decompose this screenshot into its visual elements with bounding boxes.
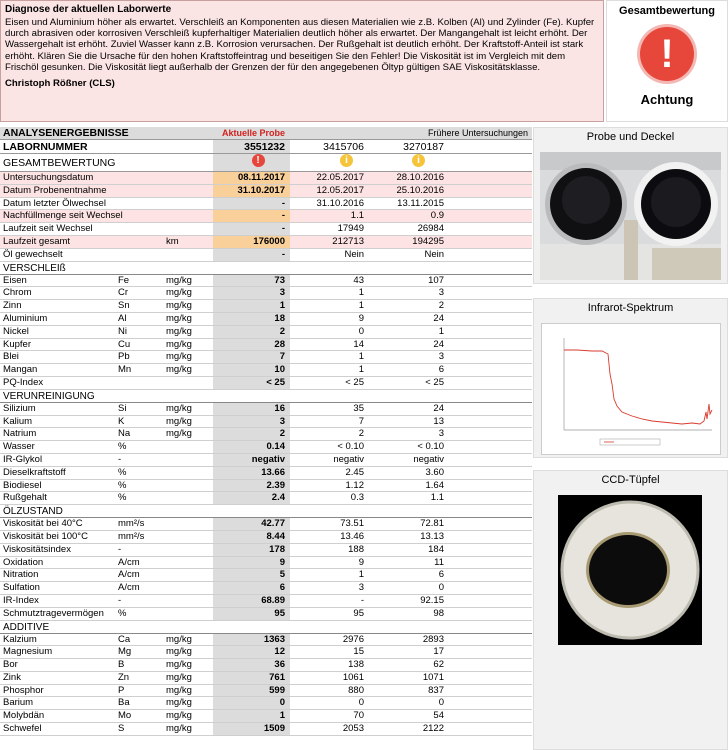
current-value: 2.39 [266,479,285,491]
table-row [0,634,532,647]
row-symbol: % [118,441,127,453]
current-value: 2 [279,325,285,337]
row-unit: mg/kg [166,428,192,440]
previous-value-2: Nein [424,248,444,260]
sample-photo [540,152,721,280]
row-symbol: - [118,453,122,465]
row-symbol: % [118,607,127,619]
table-row [0,198,532,211]
info-icon: i [412,154,425,167]
previous-value-2: 3 [438,287,444,299]
row-label: Viskositätsindex [3,543,71,555]
table-row [0,300,532,313]
row-label: IR-Glykol [3,453,43,465]
table-row [0,172,532,185]
row-label: PQ-Index [3,376,44,388]
row-label: Aluminium [3,312,48,324]
previous-value-2: 6 [438,364,444,376]
alert-icon: ! [640,27,694,81]
row-unit: mg/kg [166,684,192,696]
table-row [0,531,532,544]
overall-rating-row [0,154,532,172]
table-row [0,672,532,685]
section-title: ADDITIVE [3,621,50,633]
current-value: - [281,197,285,209]
previous-value-2: 837 [428,684,444,696]
current-value: negativ [251,453,285,465]
previous-value-2: 24 [433,312,444,324]
ccd-spot-image [558,495,702,645]
previous-value-1: 70 [353,710,364,722]
row-symbol: Ba [118,697,130,709]
row-symbol: - [118,594,122,606]
previous-value-2: < 0.10 [417,441,444,453]
row-symbol: Cr [118,287,129,299]
row-symbol: B [118,659,125,671]
previous-value-1: 73.51 [340,518,364,530]
row-label: Barium [3,697,34,709]
row-unit: mg/kg [166,659,192,671]
section-title: VERUNREINIGUNG [3,390,95,402]
current-value: 178 [269,543,285,555]
row-symbol: % [118,466,127,478]
current-value: 28 [274,338,285,350]
row-symbol: Fe [118,274,130,286]
info-icon: i [340,154,353,167]
table-row [0,646,532,659]
row-label: Natrium [3,428,37,440]
row-symbol: A/cm [118,569,140,581]
current-value: 5 [279,569,285,581]
previous-value-2: 92.15 [420,594,444,606]
row-symbol: A/cm [118,556,140,568]
previous-value-2: 107 [428,274,444,286]
previous-value-1: 1 [358,569,364,581]
current-value: 761 [269,671,285,683]
section-header [0,390,532,403]
previous-value-1: 2053 [342,723,364,735]
table-row [0,557,532,570]
previous-value-2: 6 [438,569,444,581]
table-row [0,326,532,339]
table-header [0,127,532,140]
table-row [0,223,532,236]
previous-value-1: negativ [333,453,364,465]
previous-value-1: 15 [353,646,364,658]
row-symbol: P [118,684,125,696]
row-label: Schmutztragevermögen [3,607,104,619]
row-unit: mg/kg [166,646,192,658]
ccd-panel-title: CCD-Tüpfel [601,474,660,486]
overall-rating-status: Achtung [640,92,694,107]
previous-value-1: 17949 [337,223,364,235]
sample-panel [533,127,728,284]
previous-value-1: 0 [358,697,364,709]
current-value: 0 [279,697,285,709]
previous-value-2: 54 [433,710,444,722]
previous-value-1: 2 [358,428,364,440]
row-label: Phosphor [3,684,44,696]
previous-value-2: 17 [433,646,444,658]
table-row [0,723,532,736]
row-label: Schwefel [3,723,42,735]
table-row [0,518,532,531]
current-value: - [281,210,285,222]
previous-value-1: 1 [358,364,364,376]
row-label: Wasser [3,441,35,453]
previous-value-1: 1061 [342,671,364,683]
row-symbol: Ca [118,633,131,645]
row-symbol: Pb [118,351,130,363]
current-value: 1 [279,710,285,722]
row-unit: mg/kg [166,274,192,286]
results-table [0,127,532,736]
ccd-panel [533,470,728,750]
row-unit: mg/kg [166,325,192,337]
previous-value-1: 0 [358,325,364,337]
previous-value-2: 0 [438,697,444,709]
row-label: Datum letzter Ölwechsel [3,197,106,209]
row-unit: mg/kg [166,723,192,735]
table-row [0,595,532,608]
previous-value-1: 1.1 [350,210,364,222]
row-label: Untersuchungsdatum [3,172,94,183]
table-row [0,697,532,710]
table-row [0,492,532,505]
infrared-panel-title: Infrarot-Spektrum [587,302,674,314]
previous-value-1: 35 [353,402,364,414]
current-value: 08.11.2017 [237,172,285,183]
row-unit: mg/kg [166,300,192,312]
table-row [0,416,532,429]
current-value: 7 [279,351,285,363]
table-row [0,275,532,288]
row-label: Laufzeit gesamt [3,235,71,247]
row-label: Biodiesel [3,479,42,491]
previous-value-2: 184 [428,543,444,555]
current-value: 68.89 [261,594,285,606]
row-label: Kalzium [3,633,37,645]
current-value: 3 [279,415,285,427]
previous-value-2: 3 [438,428,444,440]
row-label: Sulfation [3,582,40,594]
previous-value-1: 43 [353,274,364,286]
table-row [0,377,532,390]
row-unit: mg/kg [166,710,192,722]
row-unit: mg/kg [166,697,192,709]
current-value: 16 [274,402,285,414]
infrared-panel [533,298,728,458]
row-unit: mg/kg [166,287,192,299]
previous-value-1: 9 [358,556,364,568]
current-value: 8.44 [266,530,285,542]
row-symbol: K [118,415,125,427]
previous-value-2: 11 [434,556,444,568]
table-row [0,710,532,723]
row-symbol: - [118,543,122,555]
section-header [0,505,532,518]
current-value: < 25 [266,376,285,388]
previous-tests-label: Frühere Untersuchungen [427,128,528,138]
row-symbol: Ni [118,325,127,337]
current-value: 3 [279,287,285,299]
previous-value-1: 0.3 [350,492,364,504]
table-row [0,467,532,480]
previous-value-2: 0.9 [430,210,444,222]
infrared-spectrum-image [541,323,721,455]
previous-value-1: 880 [348,684,364,696]
previous-value-2: < 25 [425,376,444,388]
row-label: Kalium [3,415,33,427]
previous-value-2: 2 [438,300,444,312]
previous-value-1: 2976 [342,633,364,645]
row-symbol: Si [118,402,127,414]
previous-value-2: 194295 [412,235,444,247]
row-symbol: S [118,723,125,735]
row-label: Molybdän [3,710,45,722]
row-unit: mg/kg [166,402,192,414]
section-title: VERSCHLEIß [3,262,66,274]
previous-value-2: 3 [438,351,444,363]
overall-rating-label: GESAMTBEWERTUNG [3,157,116,169]
table-row [0,454,532,467]
row-label: Datum Probenentnahme [3,184,107,196]
previous-value-1: 138 [348,659,364,671]
row-symbol: km [166,235,179,247]
previous-value-2: 2122 [422,723,444,735]
table-row [0,441,532,454]
row-label: Nachfüllmenge seit Wechsel [3,210,123,222]
row-symbol: Mg [118,646,132,658]
lab-number-prev1: 3415706 [323,141,364,153]
current-value: 0.14 [266,441,285,453]
previous-value-1: 212713 [332,235,364,247]
diagnosis-title: Diagnose der aktuellen Laborwerte [5,4,172,15]
current-value: 13.66 [261,466,285,478]
row-unit: mg/kg [166,633,192,645]
current-value: 10 [274,364,285,376]
row-label: Silizium [3,402,36,414]
previous-value-2: 3.60 [425,466,444,478]
row-label: Nitration [3,569,39,581]
previous-value-1: Nein [344,248,364,260]
row-unit: mg/kg [166,338,192,350]
section-header [0,262,532,275]
overall-rating-box [606,0,728,122]
table-row [0,313,532,326]
previous-value-2: 24 [433,338,444,350]
table-row [0,287,532,300]
sample-panel-title: Probe und Deckel [586,131,675,143]
current-value: 42.77 [261,518,285,530]
previous-value-2: 62 [433,659,444,671]
lab-number-prev2: 3270187 [403,141,444,153]
previous-value-2: 72.81 [420,518,444,530]
current-value: 2 [279,428,285,440]
previous-value-1: 22.05.2017 [316,172,364,183]
previous-value-2: 1 [438,325,444,337]
diagnosis-box [0,0,604,122]
previous-value-1: 1.12 [345,479,364,491]
row-label: Zinn [3,300,22,312]
current-value: - [281,223,285,235]
previous-value-1: 7 [358,415,364,427]
row-unit: mg/kg [166,671,192,683]
row-label: Zink [3,671,21,683]
row-label: Nickel [3,325,29,337]
previous-value-2: 1071 [422,671,444,683]
row-label: IR-Index [3,594,39,606]
previous-value-2: negativ [413,453,444,465]
row-symbol: Na [118,428,131,440]
table-row [0,351,532,364]
previous-value-1: 12.05.2017 [316,184,364,196]
row-label: Laufzeit seit Wechsel [3,223,93,235]
table-row [0,569,532,582]
row-label: Viskosität bei 40°C [3,518,83,530]
table-row [0,608,532,621]
table-row [0,339,532,352]
previous-value-2: 28.10.2016 [396,172,444,183]
table-row [0,544,532,557]
previous-value-1: 13.46 [340,530,364,542]
previous-value-1: < 0.10 [337,441,364,453]
current-value: 31.10.2017 [237,184,285,196]
previous-value-2: 13.11.2015 [397,197,444,209]
current-value: 1363 [263,633,285,645]
lab-number-current: 3551232 [244,141,285,153]
table-row [0,249,532,262]
row-unit: mg/kg [166,351,192,363]
row-label: Rußgehalt [3,492,47,504]
previous-value-2: 13.13 [420,530,444,542]
current-value: 73 [274,274,285,286]
current-value: - [281,248,285,260]
previous-value-1: 1 [358,351,364,363]
previous-value-2: 24 [433,402,444,414]
row-symbol: % [118,479,127,491]
previous-value-1: - [360,594,364,606]
current-value: 176000 [253,235,285,247]
row-label: Bor [3,659,18,671]
row-unit: mg/kg [166,364,192,376]
alert-icon: ! [252,154,265,167]
row-label: Oxidation [3,556,44,568]
table-row [0,236,532,249]
row-label: Eisen [3,274,27,286]
previous-value-1: 1 [358,287,364,299]
row-label: Magnesium [3,646,53,658]
previous-value-1: 188 [348,543,364,555]
row-label: Dieselkraftstoff [3,466,66,478]
previous-value-2: 98 [433,607,444,619]
table-title: ANALYSENERGEBNISSE [3,127,129,139]
diagnosis-author: Christoph Rößner (CLS) [5,78,115,90]
current-value: 599 [269,684,285,696]
row-symbol: Zn [118,671,130,683]
row-label: Chrom [3,287,32,299]
previous-value-2: 25.10.2016 [396,184,444,196]
row-symbol: Mn [118,364,132,376]
table-row [0,403,532,416]
current-value: 36 [274,659,285,671]
previous-value-1: 31.10.2016 [316,197,364,209]
table-row [0,428,532,441]
overall-rating-title: Gesamtbewertung [619,5,715,17]
previous-value-1: 2.45 [345,466,364,478]
previous-value-1: < 25 [345,376,364,388]
row-label: Kupfer [3,338,31,350]
current-value: 1509 [263,723,285,735]
table-row [0,210,532,223]
current-value: 9 [279,556,285,568]
table-row [0,364,532,377]
current-value: 2.4 [271,492,285,504]
current-value: 95 [274,607,285,619]
row-label: Blei [3,351,19,363]
row-symbol: Mo [118,710,132,722]
row-unit: mg/kg [166,312,192,324]
previous-value-2: 0 [438,582,444,594]
current-value: 6 [279,582,285,594]
diagnosis-text: Eisen und Aluminium höher als erwartet. Verschleiß an Komponenten aus diesen Materialien wie z.B. Kolben (Al) und Zylinder (Fe). Kupfer durch abrasiven oder korrosiven Verschleiß kupferhaltiger Materialien deutlich höher als erwartet. Der Mangangehalt ist leicht erhöht. Der Wassergehalt ist erhöht. Zuviel Wasser kann z.B. Korrosion verursachen. Der Rußgehalt ist deutlich erhöht. Der Kraftstoff-Anteil ist stark erhöht. Klären Sie die Ursache für den hohen Kraftstoffeintrag und beseitigen Sie den Fehler! Die Viskosität ist im Vergleich mit dem Frischöl gesunken. Die Viskosität liegt außerhalb der Grenzen der für den angegebenen Öltyp gültigen SAE Viskositätsklasse. [5,17,595,73]
previous-value-2: 13 [433,415,444,427]
current-value: 18 [274,312,285,324]
previous-value-1: 3 [358,582,364,594]
row-symbol: Al [118,312,127,324]
section-title: ÖLZUSTAND [3,506,63,518]
row-symbol: Sn [118,300,130,312]
current-value: 1 [279,300,285,312]
row-symbol: % [118,492,127,504]
table-row [0,659,532,672]
table-row [0,582,532,595]
current-value: 12 [274,646,285,658]
row-label: Öl gewechselt [3,248,63,260]
previous-value-1: 9 [358,312,364,324]
previous-value-2: 26984 [417,223,444,235]
previous-value-2: 1.1 [430,492,444,504]
previous-value-1: 95 [353,607,364,619]
table-row [0,685,532,698]
table-row [0,480,532,493]
row-symbol: mm²/s [118,530,145,542]
current-sample-label: Aktuelle Probe [222,128,286,138]
row-symbol: mm²/s [118,518,145,530]
lab-number-label: LABORNUMMER [3,141,88,153]
previous-value-1: 1 [358,300,364,312]
row-symbol: Cu [118,338,131,350]
previous-value-1: 14 [353,338,364,350]
previous-value-2: 1.64 [425,479,444,491]
table-row [0,185,532,198]
row-unit: mg/kg [166,415,192,427]
lab-number-row [0,140,532,154]
row-symbol: A/cm [118,582,140,594]
row-label: Viskosität bei 100°C [3,530,88,542]
previous-value-2: 2893 [422,633,444,645]
section-header [0,621,532,634]
row-label: Mangan [3,364,38,376]
